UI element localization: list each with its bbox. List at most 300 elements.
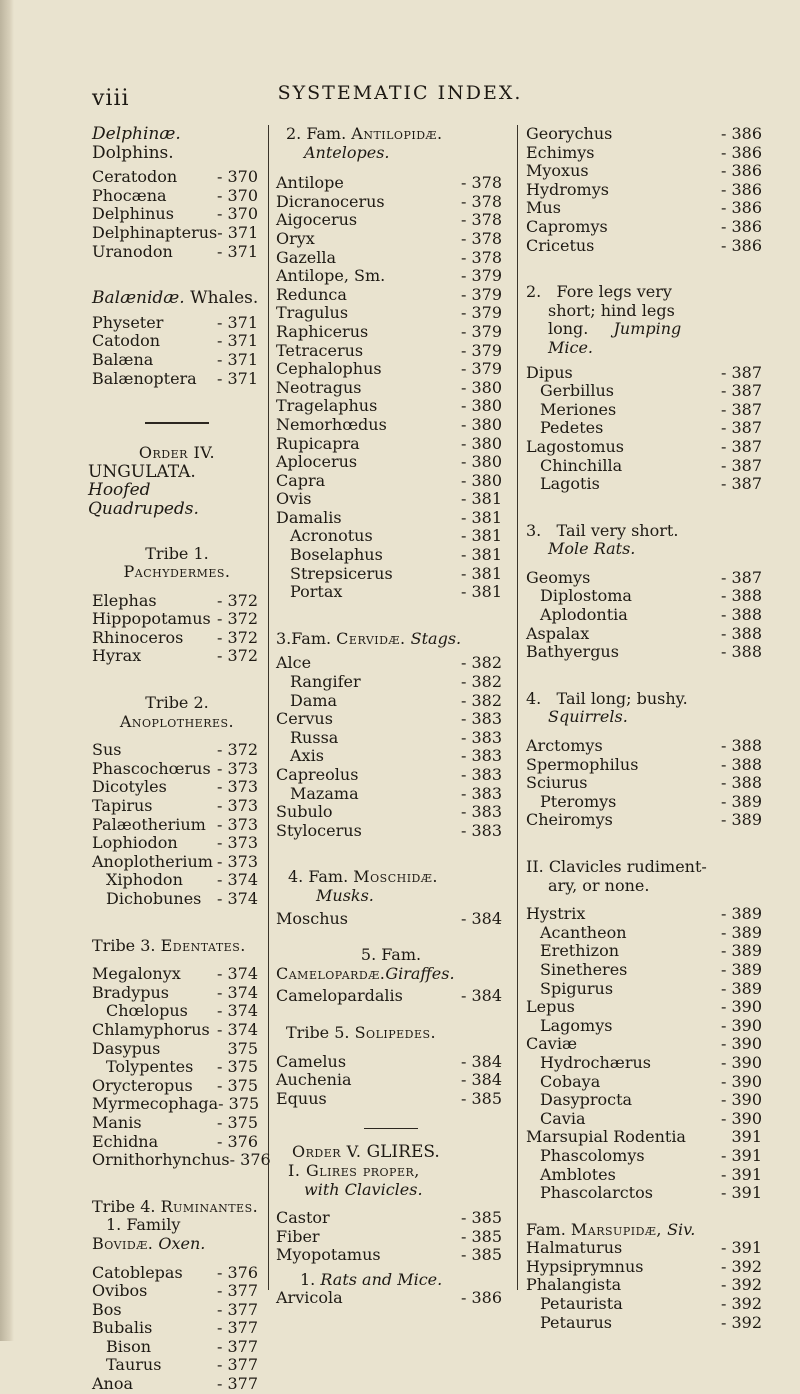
genus-name: Ovibos xyxy=(92,1281,148,1301)
genus-name: Elephas xyxy=(92,590,157,610)
index-entry xyxy=(92,760,262,779)
family-heading xyxy=(276,630,506,649)
family-name: Cervidæ. xyxy=(336,628,406,648)
index-entry xyxy=(526,364,766,383)
page-reference: - 387 xyxy=(720,455,762,475)
index-entry xyxy=(92,1282,262,1301)
index-entry xyxy=(276,267,506,286)
index-entry xyxy=(92,1021,262,1040)
suborder-label: I. Glires proper, xyxy=(288,1160,420,1180)
genus-name: Bos xyxy=(92,1299,122,1319)
page-reference: - 388 xyxy=(720,754,762,774)
genus-name: Tapirus xyxy=(92,796,153,816)
page-reference: - 379 xyxy=(460,303,502,323)
genus-name: Myoxus xyxy=(526,161,589,181)
genus-name: Lagotis xyxy=(540,474,600,494)
genus-name: Bathyergus xyxy=(526,642,619,662)
page-reference: - 389 xyxy=(720,904,762,924)
index-entry xyxy=(276,766,506,785)
index-entry xyxy=(526,457,766,476)
genus-name: Manis xyxy=(92,1112,142,1132)
index-entry xyxy=(276,342,506,361)
section-name: Squirrels. xyxy=(548,707,628,727)
genus-name: Rangifer xyxy=(290,672,361,692)
page-reference: - 374 xyxy=(216,1001,258,1021)
page-reference: - 383 xyxy=(460,783,502,803)
section-heading xyxy=(276,1271,506,1290)
page-reference: - 389 xyxy=(720,978,762,998)
page-reference: - 385 xyxy=(460,1245,502,1265)
index-entry xyxy=(92,370,262,389)
genus-name: Taurus xyxy=(106,1355,162,1375)
family-heading xyxy=(92,1235,262,1254)
index-entry xyxy=(526,1295,766,1314)
index-entry xyxy=(526,1128,766,1147)
genus-name: Damalis xyxy=(276,507,342,527)
genus-name: Spermophilus xyxy=(526,754,639,774)
page-reference: - 386 xyxy=(720,235,762,255)
family-label: 4. Fam. xyxy=(288,867,349,887)
index-entry xyxy=(526,1091,766,1110)
index-entry xyxy=(92,629,262,648)
page-reference: - 371 xyxy=(216,331,258,351)
page-reference: - 388 xyxy=(720,586,762,606)
index-entry xyxy=(92,243,262,262)
family-name: Balænidæ. xyxy=(92,288,185,309)
entry-list xyxy=(92,964,271,1170)
genus-name: Arctomys xyxy=(526,736,603,756)
genus-name: Georychus xyxy=(526,124,613,143)
page-reference: - 388 xyxy=(720,623,762,643)
page-reference: - 383 xyxy=(460,820,502,840)
section-divider xyxy=(364,1128,418,1129)
index-entry xyxy=(92,1301,262,1320)
page-reference: - 377 xyxy=(216,1281,258,1301)
index-entry xyxy=(526,737,766,756)
index-entry xyxy=(92,1077,262,1096)
page-reference: - 381 xyxy=(460,545,502,565)
index-entry xyxy=(276,987,506,1006)
page-reference: - 372 xyxy=(216,740,258,760)
page-reference: - 380 xyxy=(460,414,502,434)
genus-name: Mus xyxy=(526,198,561,218)
index-entry xyxy=(92,168,262,187)
section-label: 1. xyxy=(300,1269,316,1289)
family-label: Fam. xyxy=(526,1219,566,1239)
genus-name: Tolypentes xyxy=(106,1057,194,1077)
page-reference: - 372 xyxy=(216,646,258,666)
index-entry xyxy=(526,793,766,812)
index-entry xyxy=(526,162,766,181)
genus-name: Meriones xyxy=(540,399,617,419)
genus-name: Neotragus xyxy=(276,377,362,397)
page-reference: - 389 xyxy=(720,959,762,979)
genus-name: Tragelaphus xyxy=(276,396,378,416)
genus-name: Moschus xyxy=(276,908,349,928)
index-entry xyxy=(276,673,506,692)
page-reference: - 383 xyxy=(460,802,502,822)
page-reference: - 392 xyxy=(720,1294,762,1314)
page-reference: - 375 xyxy=(216,1112,258,1132)
page-reference: - 387 xyxy=(720,436,762,456)
order-label xyxy=(92,444,262,463)
entry-list xyxy=(92,741,262,908)
index-entry xyxy=(276,1246,506,1265)
index-entry xyxy=(92,205,262,224)
page-reference: - 387 xyxy=(720,362,762,382)
tribe-name: Anoplotheres. xyxy=(119,711,235,731)
genus-name: Capromys xyxy=(526,216,608,236)
index-entry xyxy=(92,1058,262,1077)
index-entry xyxy=(526,419,766,438)
index-entry xyxy=(526,1239,766,1258)
genus-name: Redunca xyxy=(276,284,347,304)
tribe-label: Tribe 3. xyxy=(92,935,156,955)
genus-name: Bubalis xyxy=(92,1318,153,1338)
page-reference: - 376 xyxy=(216,1262,258,1282)
family-common-name: Stags. xyxy=(410,628,462,648)
index-entry xyxy=(92,890,262,909)
page-reference: - 383 xyxy=(460,765,502,784)
page-reference: - 392 xyxy=(720,1256,762,1276)
genus-name: Tetracerus xyxy=(276,340,364,360)
index-entry xyxy=(276,193,506,212)
tribe-heading xyxy=(92,1198,262,1217)
genus-name: Boselaphus xyxy=(290,545,383,565)
genus-name: Camelus xyxy=(276,1051,347,1071)
tribe-heading xyxy=(276,1024,506,1043)
genus-name: Cephalophus xyxy=(276,359,382,379)
genus-name: Portax xyxy=(290,582,343,602)
genus-name: Cavia xyxy=(540,1108,586,1128)
family-name: Bovidæ. xyxy=(92,1233,154,1253)
genus-name: Hypsiprymnus xyxy=(526,1256,644,1276)
genus-name: Chœlopus xyxy=(106,1001,188,1021)
page-reference: - 377 xyxy=(216,1374,258,1394)
index-entry xyxy=(276,397,506,416)
index-entry xyxy=(526,475,766,494)
index-entry xyxy=(92,984,262,1003)
order-description: Hoofed Quadrupeds. xyxy=(88,480,199,519)
page-reference: - 388 xyxy=(720,736,762,756)
page-reference: - 371 xyxy=(216,241,258,261)
page-reference: - 373 xyxy=(216,796,258,816)
page-reference: - 383 xyxy=(460,709,502,729)
page-reference: - 379 xyxy=(460,284,502,304)
index-entry xyxy=(526,980,766,999)
index-entry xyxy=(526,1166,766,1185)
page-reference: - 373 xyxy=(216,777,258,797)
index-entry xyxy=(92,187,262,206)
index-entry xyxy=(92,224,262,243)
page-reference: - 382 xyxy=(460,672,502,692)
index-entry xyxy=(92,592,262,611)
entry-list xyxy=(276,174,506,602)
genus-name: Sciurus xyxy=(526,773,588,793)
index-entry xyxy=(276,323,506,342)
genus-name: Dicranocerus xyxy=(276,191,385,211)
index-entry xyxy=(276,729,506,748)
genus-name: Pedetes xyxy=(540,418,604,438)
genus-name: Petaurista xyxy=(540,1294,623,1314)
page-reference: - 390 xyxy=(720,1090,762,1110)
index-entry xyxy=(276,546,506,565)
genus-name: Petaurus xyxy=(540,1312,612,1332)
family-label: 5. Fam. xyxy=(360,945,422,965)
index-entry xyxy=(92,853,262,872)
column-1 xyxy=(88,124,271,1394)
entry-list xyxy=(276,654,506,840)
genus-name: Orycteropus xyxy=(92,1075,193,1095)
genus-name: Cervus xyxy=(276,709,333,729)
genus-name: Bradypus xyxy=(92,982,169,1002)
genus-name: Gazella xyxy=(276,247,336,267)
page-reference: - 381 xyxy=(460,507,502,527)
index-entry xyxy=(92,871,262,890)
genus-name: Echimys xyxy=(526,142,595,162)
index-entry xyxy=(276,910,506,929)
index-entry xyxy=(526,942,766,961)
genus-name: Cobaya xyxy=(540,1071,601,1091)
genus-name: Sinetheres xyxy=(540,959,628,979)
family-name: Camelopardæ. xyxy=(276,963,386,983)
genus-name: Spigurus xyxy=(540,978,614,998)
genus-name: Anoa xyxy=(92,1374,134,1394)
index-entry xyxy=(92,1356,262,1375)
index-entry xyxy=(276,453,506,472)
entry-list xyxy=(526,905,766,1203)
genus-name: Delphinus xyxy=(92,204,174,224)
tribe-heading xyxy=(92,937,262,956)
family-common-name: Dolphins. xyxy=(92,142,174,163)
section-name: Mole Rats. xyxy=(548,539,636,559)
genus-name: Phalangista xyxy=(526,1275,622,1295)
page-reference: - 389 xyxy=(720,810,762,830)
genus-name: Ovis xyxy=(276,489,312,509)
genus-name: Uranodon xyxy=(92,241,173,261)
family-common-name: Whales. xyxy=(190,288,259,309)
tribe-label: Tribe 5. xyxy=(286,1022,350,1042)
page-reference: - 386 xyxy=(460,1288,502,1308)
section-divider xyxy=(145,422,209,424)
entry-list xyxy=(92,592,262,666)
page-reference: - 391 xyxy=(720,1164,762,1184)
genus-name: Delphinapterus xyxy=(92,222,218,242)
index-entry xyxy=(526,606,766,625)
page-title: SYSTEMATIC INDEX. xyxy=(277,82,523,104)
index-entry xyxy=(276,1090,506,1109)
index-entry xyxy=(92,1095,262,1114)
page-reference: - 386 xyxy=(720,161,762,181)
tribe-name: Edentates. xyxy=(160,935,246,955)
page-reference: - 377 xyxy=(216,1336,258,1356)
index-entry xyxy=(92,1150,271,1170)
genus-name: Raphicerus xyxy=(276,321,369,341)
genus-name: Strepsicerus xyxy=(290,563,393,583)
index-entry xyxy=(276,472,506,491)
page-reference: - 388 xyxy=(720,773,762,793)
page-reference: 375 xyxy=(227,1038,258,1058)
family-heading xyxy=(526,1221,766,1240)
page-reference: - 377 xyxy=(216,1299,258,1319)
page-reference: - 390 xyxy=(720,1052,762,1072)
entry-list xyxy=(92,168,262,261)
index-entry xyxy=(276,654,506,673)
section-heading-line: 3. Tail very short. xyxy=(526,520,679,540)
index-entry xyxy=(92,778,262,797)
genus-name: Fiber xyxy=(276,1226,320,1246)
page-reference: - 380 xyxy=(460,470,502,490)
genus-name: Lepus xyxy=(526,997,575,1017)
entry-list xyxy=(276,987,506,1006)
suborder-description: with Clavicles. xyxy=(304,1179,423,1199)
index-entry xyxy=(526,181,766,200)
genus-name: Dasypus xyxy=(92,1038,161,1058)
index-entry xyxy=(276,1071,506,1090)
genus-name: Chinchilla xyxy=(540,455,623,475)
index-entry xyxy=(276,211,506,230)
page-reference: - 379 xyxy=(460,321,502,341)
entry-list xyxy=(526,125,766,255)
index-entry xyxy=(526,905,766,924)
tribe-label: Tribe 2. xyxy=(145,693,209,713)
section-name: Rats and Mice. xyxy=(320,1269,443,1289)
entry-list xyxy=(276,1289,506,1308)
page-reference: - 378 xyxy=(460,191,502,211)
page-reference: - 384 xyxy=(460,1070,502,1090)
page-reference: - 374 xyxy=(216,964,258,984)
genus-name: Acronotus xyxy=(290,526,373,546)
order-name-line xyxy=(88,463,262,519)
page-reference: - 387 xyxy=(720,567,762,587)
page-edge xyxy=(0,0,14,1341)
page-reference: - 387 xyxy=(720,381,762,401)
page-reference: - 384 xyxy=(460,986,502,1006)
family-heading xyxy=(92,289,262,308)
page-reference: - 374 xyxy=(216,889,258,908)
genus-name: Lagomys xyxy=(540,1015,613,1035)
genus-name: Diplostoma xyxy=(540,586,632,606)
page-reference: - 385 xyxy=(460,1208,502,1228)
index-entry xyxy=(92,1002,262,1021)
page-reference: - 375 xyxy=(216,1075,258,1095)
genus-name: Erethizon xyxy=(540,941,620,961)
page-reference: - 386 xyxy=(720,124,762,143)
page-reference: - 384 xyxy=(460,908,502,928)
page-reference: - 386 xyxy=(720,179,762,199)
page-reference: - 371 xyxy=(216,368,258,388)
page-reference: - 380 xyxy=(460,377,502,397)
genus-name: Aplocerus xyxy=(276,452,358,472)
genus-name: Oryx xyxy=(276,228,315,248)
tribe-name: Solipedes. xyxy=(354,1022,437,1042)
page-reference: - 386 xyxy=(720,142,762,162)
page-reference: - 382 xyxy=(460,653,502,673)
index-entry xyxy=(92,816,262,835)
section-heading-line xyxy=(526,320,766,339)
index-entry xyxy=(276,1228,506,1247)
genus-name: Marsupial Rodentia xyxy=(526,1127,686,1147)
index-entry xyxy=(526,1276,766,1295)
page-reference: - 388 xyxy=(720,605,762,625)
index-entry xyxy=(92,1264,262,1283)
page-reference: - 378 xyxy=(460,173,502,193)
genus-name: Russa xyxy=(290,727,339,747)
page-reference: - 386 xyxy=(720,198,762,218)
genus-name: Echidna xyxy=(92,1131,159,1151)
index-entry xyxy=(526,1035,766,1054)
genus-name: Anoplotherium xyxy=(92,851,213,871)
genus-name: Nemorhœdus xyxy=(276,414,387,434)
genus-name: Hyrax xyxy=(92,646,142,666)
index-entry xyxy=(526,1258,766,1277)
index-entry xyxy=(526,199,766,218)
family-common-name: Antelopes. xyxy=(304,142,390,162)
entry-list xyxy=(92,1264,262,1394)
page-reference: - 389 xyxy=(720,922,762,942)
section-heading-text: long. xyxy=(548,319,589,339)
page-reference: - 380 xyxy=(460,396,502,416)
genus-name: Myopotamus xyxy=(276,1245,381,1265)
genus-name: Tragulus xyxy=(276,303,349,323)
index-entry xyxy=(92,741,262,760)
page-reference: - 390 xyxy=(720,1108,762,1128)
genus-name: Catoblepas xyxy=(92,1262,183,1282)
family-common-name: Oxen. xyxy=(158,1233,206,1253)
index-entry xyxy=(526,924,766,943)
page-reference: - 372 xyxy=(216,590,258,610)
index-entry xyxy=(92,1375,262,1394)
index-entry xyxy=(276,1053,506,1072)
genus-name: Antilope, Sm. xyxy=(276,266,386,286)
genus-name: Balænoptera xyxy=(92,368,197,388)
genus-name: Ornithorhynchus xyxy=(92,1150,230,1170)
genus-name: Antilope xyxy=(276,173,344,193)
page-reference: - 386 xyxy=(720,216,762,236)
index-entry xyxy=(526,569,766,588)
index-entry xyxy=(276,509,506,528)
page-reference: - 381 xyxy=(460,582,502,602)
page-reference: - 370 xyxy=(216,204,258,224)
genus-name: Cricetus xyxy=(526,235,595,255)
genus-name: Rhinoceros xyxy=(92,627,184,647)
genus-name: Caviæ xyxy=(526,1034,577,1054)
column-3 xyxy=(526,125,766,1332)
page-reference: - 378 xyxy=(460,228,502,248)
page-reference: - 392 xyxy=(720,1312,762,1332)
genus-name: Chlamyphorus xyxy=(92,1019,210,1039)
genus-name: Dipus xyxy=(526,362,573,382)
page-reference: - 380 xyxy=(460,433,502,453)
index-entry xyxy=(526,625,766,644)
index-entry xyxy=(276,379,506,398)
genus-name: Sus xyxy=(92,740,122,760)
index-entry xyxy=(276,1289,506,1308)
family-heading xyxy=(276,125,506,144)
genus-name: Phascolarctos xyxy=(540,1183,653,1203)
index-entry xyxy=(526,587,766,606)
entry-list xyxy=(276,1209,506,1265)
page-reference: - 372 xyxy=(216,627,258,647)
family-label: 3.Fam. xyxy=(276,628,332,648)
page-reference: - 378 xyxy=(460,247,502,267)
genus-name: Phascolomys xyxy=(540,1145,645,1165)
page-reference: - 391 xyxy=(720,1145,762,1165)
index-entry xyxy=(92,965,262,984)
index-entry xyxy=(526,125,766,144)
genus-name: Axis xyxy=(290,746,324,766)
column-rule xyxy=(517,125,518,1290)
